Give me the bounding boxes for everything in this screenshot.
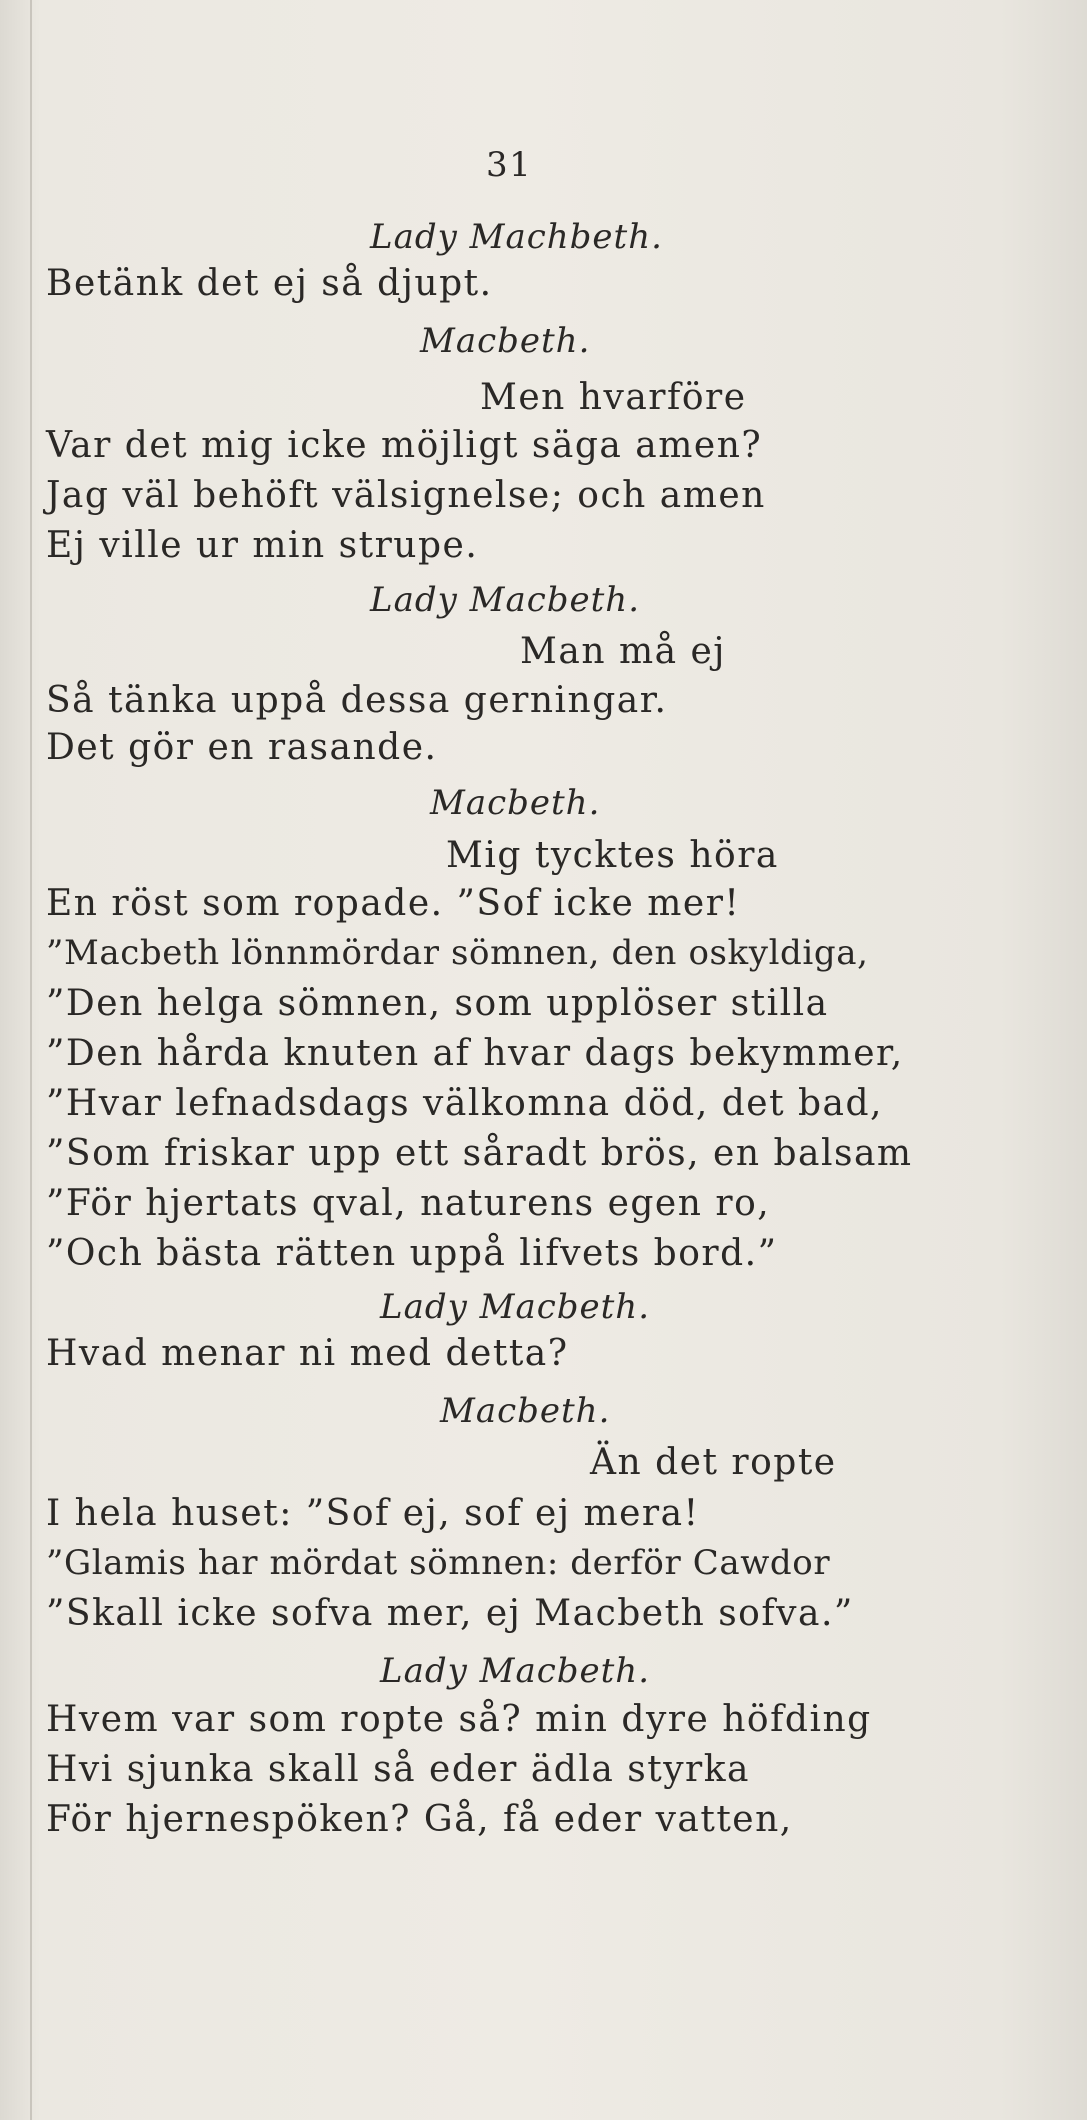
verse-line: ”Den hårda knuten af hvar dags bekymmer, [46,1033,904,1074]
verse-line: ”För hjertats qval, naturens egen ro, [46,1183,771,1224]
speaker-name: Lady Macbeth. [380,1287,651,1327]
verse-line: ”Som friskar upp ett såradt brös, en balsam [46,1133,913,1174]
verse-line: Det gör en rasande. [46,727,438,768]
speaker-name: Macbeth. [420,321,591,361]
speaker-name: Macbeth. [440,1391,611,1431]
page-edge-shadow [30,0,32,2120]
verse-line: En röst som ropade. ”Sof icke mer! [46,883,741,924]
verse-line: ”Och bästa rätten uppå lifvets bord.” [46,1233,778,1274]
verse-line: ”Skall icke sofva mer, ej Macbeth sofva.” [46,1593,854,1634]
verse-line: Än det ropte [590,1442,837,1483]
verse-line: ”Macbeth lönnmördar sömnen, den oskyldiga, [46,933,869,973]
verse-line: Mig tycktes höra [446,835,779,876]
verse-line: Hvad menar ni med detta? [46,1333,569,1374]
verse-line: ”Den helga sömnen, som upplöser stilla [46,983,829,1024]
speaker-name: Lady Macbeth. [380,1651,651,1691]
verse-line: Hvem var som ropte så? min dyre höfding [46,1699,872,1740]
verse-line: Jag väl behöft välsignelse; och amen [46,475,766,516]
verse-line: ”Glamis har mördat sömnen: derför Cawdor [46,1543,831,1583]
verse-line: Var det mig icke möjligt säga amen? [46,425,763,466]
verse-line: Ej ville ur min strupe. [46,525,479,566]
speaker-name: Lady Macbeth. [370,580,641,620]
speaker-name: Lady Machbeth. [370,217,663,257]
speaker-name: Macbeth. [430,783,601,823]
page-number: 31 [486,145,533,185]
verse-line: Betänk det ej så djupt. [46,263,493,304]
verse-line: Så tänka uppå dessa gerningar. [46,680,668,721]
verse-line: I hela huset: ”Sof ej, sof ej mera! [46,1493,700,1534]
verse-line: Man må ej [520,631,726,672]
verse-line: Hvi sjunka skall så eder ädla styrka [46,1749,751,1790]
verse-line: ”Hvar lefnadsdags välkomna död, det bad, [46,1083,883,1124]
verse-line: Men hvarföre [480,377,747,418]
verse-line: För hjernespöken? Gå, få eder vatten, [46,1799,793,1840]
